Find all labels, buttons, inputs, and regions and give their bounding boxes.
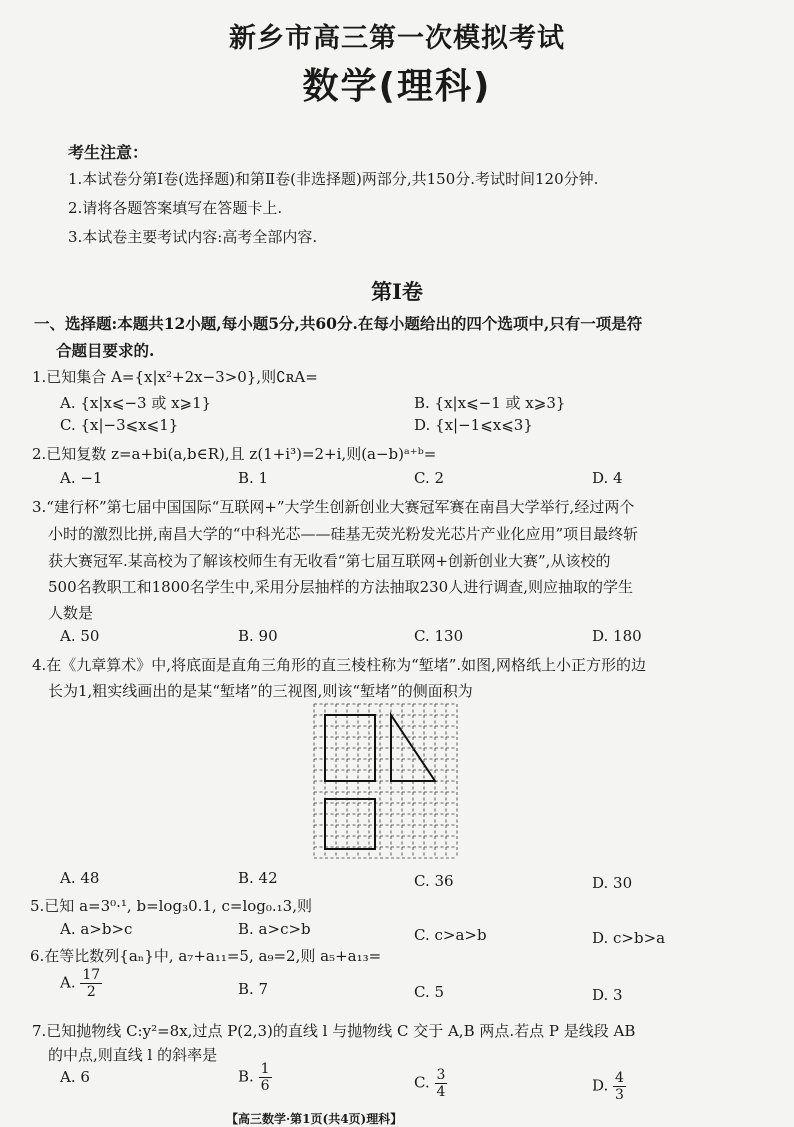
option-label: B. [238,1067,254,1086]
numerator: 17 [82,967,101,983]
question-5-option-c: C. c>a>b [414,926,487,944]
question-7-stem: 7.已知抛物线 C:y²=8x,过点 P(2,3)的直线 l 与抛物线 C 交于 A,B 两点.若点 P 是线段 AB [32,1022,636,1040]
fraction [613,1071,626,1102]
question-3-stem-cont: 小时的激烈比拼,南昌大学的“中科光芯——硅基无荧光粉发光芯片产业化应用”项目最终斩 [48,525,639,543]
numerator: 1 [260,1061,270,1077]
question-2-option-c: C. 2 [414,469,445,487]
question-2-option-b: B. 1 [238,469,269,487]
section-title: 第Ⅰ卷 [371,279,423,304]
question-5-option-b: B. a>c>b [238,920,311,938]
question-3-stem-cont: 获大赛冠军.某高校为了解该校师生有无收看“第七届互联网+创新创业大赛”,从该校的 [48,552,611,570]
part-heading: 一、选择题:本题共12小题,每小题5分,共60分.在每小题给出的四个选项中,只有一项是符 [34,314,643,333]
question-1-option-b: B. {x|x⩽−1 或 x⩾3} [414,394,566,412]
question-2-option-a: A. −1 [60,469,103,487]
question-3-option-d: D. 180 [592,627,642,645]
denominator: 2 [86,984,96,1000]
question-3-stem-cont: 人数是 [48,604,94,622]
notice-item: 2.请将各题答案填写在答题卡上. [68,199,283,217]
question-4-option-a: A. 48 [60,869,100,887]
top-view [325,799,375,849]
question-7-option-a: A. 6 [60,1068,90,1086]
question-1-option-a: A. {x|x⩽−3 或 x⩾1} [60,394,212,412]
question-6-option-a [60,968,102,999]
question-3-stem-cont: 500名教职工和1800名学生中,采用分层抽样的方法抽取230人进行调查,则应抽取的学生 [48,578,633,596]
denominator: 4 [436,1084,446,1100]
question-4-option-b: B. 42 [238,869,278,887]
question-4-option-c: C. 36 [414,872,454,890]
exam-title: 新乡市高三第一次模拟考试 [229,23,565,54]
question-3-option-a: A. 50 [60,627,100,645]
exam-subtitle: 数学(理科) [302,66,492,107]
question-7-option-c [414,1068,447,1099]
fraction [259,1062,272,1093]
question-7-stem-cont: 的中点,则直线 l 的斜率是 [48,1046,218,1064]
denominator: 3 [615,1087,624,1103]
notice-heading: 考生注意： [68,143,149,162]
question-5-stem: 5.已知 a=3⁰·¹, b=log₃0.1, c=log₀.₁3,则 [30,897,312,915]
option-label: C. [414,1073,430,1092]
notice-item: 1.本试卷分第Ⅰ卷(选择题)和第Ⅱ卷(非选择题)两部分,共150分.考试时间120分钟. [68,170,599,188]
option-label: A. [60,973,76,992]
question-4-stem-cont: 长为1,粗实线画出的是某“堑堵”的三视图,则该“堑堵”的侧面积为 [48,682,473,700]
question-5-option-a: A. a>b>c [60,920,133,938]
question-6-option-d: D. 3 [592,986,623,1004]
numerator: 3 [436,1067,446,1083]
question-7-option-d [592,1071,626,1102]
denominator: 6 [260,1078,270,1094]
question-3-option-c: C. 130 [414,627,464,645]
part-heading-cont: 合题目要求的. [56,341,155,360]
notice-item: 3.本试卷主要考试内容:高考全部内容. [68,228,318,246]
question-2-option-d: D. 4 [592,469,623,487]
three-view-figure [308,700,468,862]
question-6-option-b: B. 7 [238,980,269,998]
question-3-option-b: B. 90 [238,627,278,645]
numerator: 4 [615,1070,624,1086]
question-1-option-d: D. {x|−1⩽x⩽3} [414,416,533,434]
question-5-option-d: D. c>b>a [592,929,666,947]
page-footer: 【高三数学·第1页(共4页)理科】 [226,1112,403,1126]
fraction [80,968,102,999]
question-6-option-c: C. 5 [414,983,445,1001]
option-label: D. [592,1076,609,1095]
fraction [435,1068,448,1099]
question-3-stem: 3.“建行杯”第七届中国国际“互联网+”大学生创新创业大赛冠军赛在南昌大学举行,经过两个 [32,498,635,516]
question-1-stem: 1.已知集合 A={x|x²+2x−3>0},则∁ʀA= [32,368,318,386]
question-4-option-d: D. 30 [592,874,633,892]
question-7-option-b [238,1062,272,1093]
question-2-stem: 2.已知复数 z=a+bi(a,b∈R),且 z(1+i³)=2+i,则(a−b)ᵃ⁺ᵇ= [32,445,437,463]
question-1-option-c: C. {x|−3⩽x⩽1} [60,416,179,434]
question-6-stem: 6.在等比数列{aₙ}中, a₇+a₁₁=5, a₉=2,则 a₅+a₁₃= [30,947,382,965]
question-4-stem: 4.在《九章算术》中,将底面是直角三角形的直三棱柱称为“堑堵”.如图,网格纸上小正方形的边 [32,656,646,674]
